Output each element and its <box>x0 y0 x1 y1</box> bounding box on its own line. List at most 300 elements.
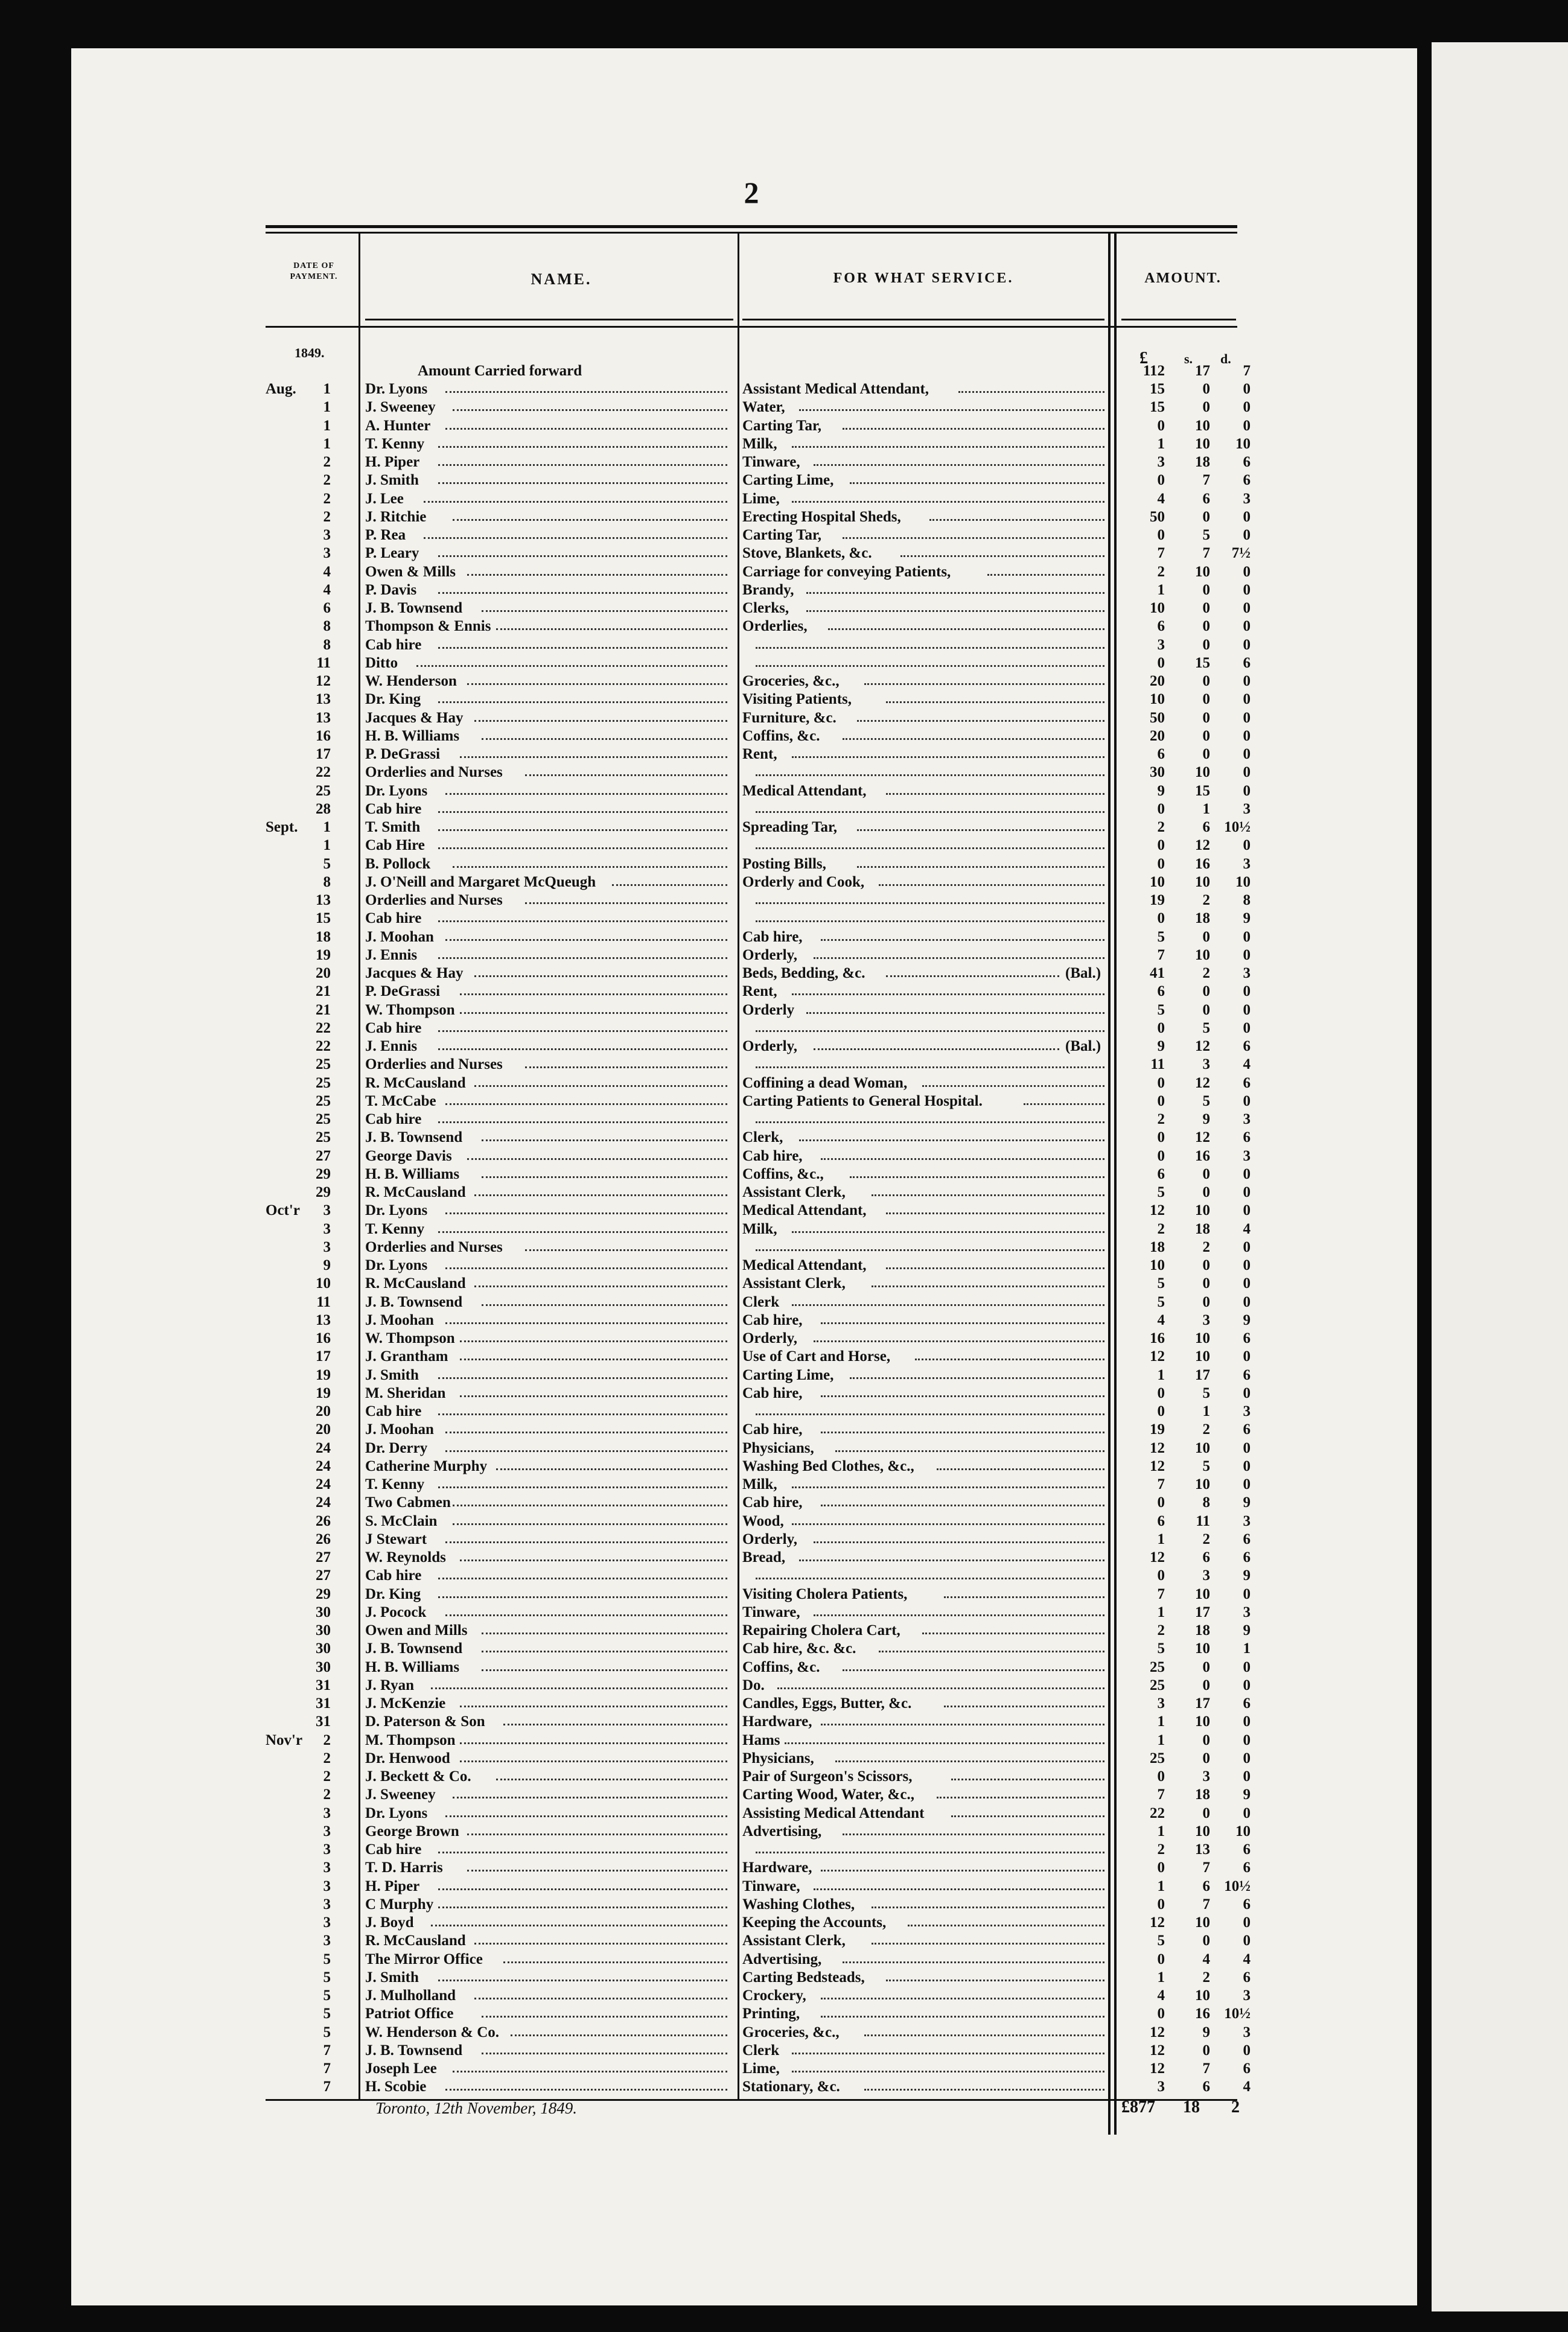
name-leader-dots <box>438 1229 727 1233</box>
table-row <box>0 836 1568 855</box>
pounds-cell: 19 <box>1150 1421 1165 1438</box>
service-leader-dots <box>756 645 1104 649</box>
pounds-cell: 6 <box>1157 1512 1165 1529</box>
service-cell: Printing, <box>742 2005 800 2022</box>
shillings-cell: 5 <box>1202 527 1210 543</box>
pounds-cell: 1 <box>1157 435 1165 452</box>
name-leader-dots <box>438 462 727 466</box>
table-row <box>0 928 1568 946</box>
name-leader-dots <box>445 1210 727 1214</box>
service-leader-dots <box>879 882 1104 886</box>
pence-cell: 0 <box>1243 1658 1251 1675</box>
pounds-cell: 25 <box>1150 1750 1165 1767</box>
day-cell: 24 <box>316 1494 331 1511</box>
service-cell: Furniture, &c. <box>742 709 837 726</box>
service-cell: Assistant Clerk, <box>742 1932 846 1949</box>
pence-cell: 3 <box>1243 965 1251 981</box>
pence-cell: 3 <box>1243 800 1251 817</box>
service-leader-dots <box>864 2032 1104 2036</box>
name-cell: T. D. Harris <box>365 1859 443 1876</box>
pence-cell: 0 <box>1243 1677 1251 1693</box>
shillings-cell: 7 <box>1202 2060 1210 2077</box>
name-leader-dots <box>438 553 727 557</box>
name-cell: T. Kenny <box>365 1220 425 1237</box>
service-leader-dots <box>843 1667 1104 1671</box>
name-leader-dots <box>445 2086 727 2091</box>
shillings-cell: 2 <box>1202 1531 1210 1547</box>
table-row <box>0 1786 1568 1804</box>
place-date-line: Toronto, 12th November, 1849. <box>375 2099 578 2117</box>
service-cell: Tinware, <box>742 1604 800 1620</box>
name-cell: J. Pocock <box>365 1604 427 1620</box>
name-leader-dots <box>424 535 727 539</box>
day-cell: 5 <box>323 2005 331 2022</box>
name-cell: P. Rea <box>365 527 406 543</box>
service-leader-dots <box>756 1247 1104 1251</box>
service-leader-dots <box>922 1630 1104 1634</box>
name-cell: Jacques & Hay <box>365 709 464 726</box>
name-cell: Cab hire <box>365 1567 422 1584</box>
service-cell: Carting Tar, <box>742 527 822 543</box>
name-cell: Cab hire <box>365 636 422 653</box>
day-cell: 7 <box>323 2079 331 2095</box>
table-row <box>0 1220 1568 1238</box>
shillings-symbol: s. <box>1184 351 1193 366</box>
day-cell: 3 <box>323 1220 331 1237</box>
pounds-cell: 4 <box>1157 490 1165 507</box>
table-row <box>0 1129 1568 1147</box>
service-cell: Carting Wood, Water, &c., <box>742 1786 914 1803</box>
name-cell: W. Reynolds <box>365 1549 446 1566</box>
name-cell: Dr. Derry <box>365 1439 428 1456</box>
month-cell: Nov'r <box>266 1731 303 1748</box>
pounds-cell: 1 <box>1157 1731 1165 1748</box>
name-leader-dots <box>438 1594 727 1598</box>
service-cell: Physicians, <box>742 1750 814 1767</box>
table-row <box>0 1878 1568 1896</box>
day-cell: 1 <box>323 417 331 434</box>
table-row <box>0 380 1568 398</box>
name-cell: P. Leary <box>365 545 419 562</box>
shillings-cell: 10 <box>1195 435 1210 452</box>
name-leader-dots <box>445 1612 727 1616</box>
service-leader-dots <box>756 1119 1104 1123</box>
service-cell: Coffins, &c. <box>742 1658 820 1675</box>
pence-cell: 0 <box>1243 1731 1251 1748</box>
name-cell: Ditto <box>365 654 398 671</box>
service-cell: Medical Attendant, <box>742 1257 867 1273</box>
name-leader-dots <box>445 1101 727 1105</box>
pence-cell: 0 <box>1243 399 1251 416</box>
shillings-cell: 0 <box>1202 1293 1210 1310</box>
shillings-cell: 17 <box>1195 1695 1210 1712</box>
day-cell: 18 <box>316 928 331 945</box>
pounds-cell: 0 <box>1157 472 1165 489</box>
day-cell: 5 <box>323 1987 331 2004</box>
shillings-cell: 17 <box>1195 1604 1210 1620</box>
pence-cell: 0 <box>1243 1750 1251 1767</box>
pounds-cell: 6 <box>1157 618 1165 635</box>
day-cell: 16 <box>316 727 331 744</box>
name-leader-dots <box>467 1831 727 1835</box>
table-row <box>0 1823 1568 1841</box>
service-leader-dots <box>821 1393 1104 1397</box>
name-cell: W. Thompson <box>365 1001 455 1018</box>
pounds-cell: 12 <box>1150 2060 1165 2077</box>
day-cell: 20 <box>316 965 331 981</box>
service-cell: Stationary, &c. <box>742 2079 840 2095</box>
name-leader-dots <box>460 1703 727 1707</box>
shillings-cell: 18 <box>1195 910 1210 927</box>
name-leader-dots <box>438 1484 727 1488</box>
table-row <box>0 599 1568 617</box>
service-cell: Wood, <box>742 1512 784 1529</box>
name-leader-dots <box>482 2050 727 2054</box>
name-leader-dots <box>474 1995 727 1999</box>
table-row <box>0 1622 1568 1640</box>
pence-cell: 0 <box>1243 782 1251 799</box>
name-cell: T. McCabe <box>365 1092 436 1109</box>
name-cell: George Davis <box>365 1147 452 1164</box>
service-cell: Clerks, <box>742 600 789 616</box>
name-leader-dots <box>467 1156 727 1160</box>
name-cell: P. DeGrassi <box>365 746 441 762</box>
top-double-rule-1 <box>266 225 1237 228</box>
service-leader-dots <box>843 535 1104 539</box>
pounds-cell: 5 <box>1157 1001 1165 1018</box>
shillings-cell: 0 <box>1202 636 1210 653</box>
day-cell: 13 <box>316 1311 331 1328</box>
shillings-cell: 7 <box>1202 1896 1210 1913</box>
day-cell: 31 <box>316 1695 331 1712</box>
service-leader-dots <box>756 1575 1104 1579</box>
service-column-header: FOR WHAT SERVICE. <box>833 270 1014 286</box>
note-cell: (Bal.) <box>1065 1038 1101 1054</box>
day-cell: 24 <box>316 1476 331 1493</box>
header-bottom-rule <box>266 326 1237 328</box>
name-leader-dots <box>438 918 727 922</box>
name-leader-dots <box>612 882 727 886</box>
service-leader-dots <box>792 1484 1104 1488</box>
pounds-cell: 12 <box>1150 1348 1165 1365</box>
service-cell: Assistant Clerk, <box>742 1184 846 1200</box>
pounds-cell: 0 <box>1157 1129 1165 1146</box>
table-row <box>0 617 1568 636</box>
pence-cell: 3 <box>1243 1403 1251 1419</box>
shillings-cell: 1 <box>1202 1403 1210 1419</box>
pence-cell: 0 <box>1243 508 1251 525</box>
shillings-cell: 0 <box>1202 1805 1210 1821</box>
table-row <box>0 964 1568 983</box>
pounds-cell: 7 <box>1157 1476 1165 1493</box>
shillings-cell: 0 <box>1202 1932 1210 1949</box>
pence-cell: 6 <box>1243 1969 1251 1986</box>
service-leader-dots <box>821 1721 1104 1725</box>
table-row <box>0 1549 1568 1567</box>
pounds-cell: 12 <box>1150 1202 1165 1219</box>
service-leader-dots <box>929 517 1104 521</box>
amount-header-underline <box>1121 319 1236 320</box>
name-leader-dots <box>474 718 727 722</box>
name-cell: H. Scobie <box>365 2079 427 2095</box>
table-row <box>0 398 1568 416</box>
table-row <box>0 1348 1568 1366</box>
name-cell: Dr. Lyons <box>365 1805 428 1821</box>
name-leader-dots <box>453 1502 727 1506</box>
pence-cell: 4 <box>1243 1951 1251 1967</box>
shillings-cell: 16 <box>1195 855 1210 872</box>
pounds-cell: 15 <box>1150 399 1165 416</box>
service-cell: Tinware, <box>742 454 800 470</box>
pounds-cell: 2 <box>1157 1111 1165 1127</box>
name-leader-dots <box>438 480 727 484</box>
name-cell: Orderlies and Nurses <box>365 892 503 908</box>
service-leader-dots <box>835 1448 1104 1452</box>
day-cell: 25 <box>316 1074 331 1091</box>
shillings-cell: 5 <box>1202 1458 1210 1474</box>
name-leader-dots <box>453 407 727 411</box>
service-cell: Cab hire, <box>742 928 803 945</box>
service-cell: Cab hire, <box>742 1147 803 1164</box>
name-leader-dots <box>438 590 727 594</box>
name-cell: T. Smith <box>365 819 421 835</box>
service-leader-dots <box>872 1940 1104 1945</box>
service-leader-dots <box>792 2050 1104 2054</box>
pounds-cell: 25 <box>1150 1658 1165 1675</box>
day-cell: 8 <box>323 618 331 635</box>
service-leader-dots <box>915 1356 1104 1360</box>
service-leader-dots <box>864 2086 1104 2091</box>
name-leader-dots <box>438 1849 727 1853</box>
service-leader-dots <box>872 1904 1104 1908</box>
pounds-cell: 20 <box>1150 673 1165 689</box>
carried-forward-pence: 7 <box>1243 363 1251 379</box>
name-leader-dots <box>496 626 727 630</box>
shillings-cell: 10 <box>1195 417 1210 434</box>
shillings-cell: 10 <box>1195 1640 1210 1657</box>
pounds-cell: 3 <box>1157 636 1165 653</box>
pounds-cell: 7 <box>1157 946 1165 963</box>
name-cell: Cab hire <box>365 1403 422 1419</box>
day-cell: 13 <box>316 709 331 726</box>
shillings-cell: 0 <box>1202 1731 1210 1748</box>
day-cell: 7 <box>323 2042 331 2059</box>
day-cell: 2 <box>323 472 331 489</box>
service-cell: Use of Cart and Horse, <box>742 1348 891 1365</box>
pence-cell: 3 <box>1243 2024 1251 2041</box>
table-row <box>0 1677 1568 1695</box>
name-cell: J. McKenzie <box>365 1695 446 1712</box>
pounds-symbol: £ <box>1139 349 1148 368</box>
name-cell: Dr. Lyons <box>365 782 428 799</box>
pounds-cell: 6 <box>1157 1165 1165 1182</box>
service-cell: Coffins, &c. <box>742 727 820 744</box>
pence-cell: 0 <box>1243 1476 1251 1493</box>
shillings-cell: 0 <box>1202 1165 1210 1182</box>
service-cell: Repairing Cholera Cart, <box>742 1622 900 1639</box>
pence-symbol: d. <box>1220 351 1231 366</box>
table-row <box>0 1092 1568 1110</box>
shillings-cell: 3 <box>1202 1311 1210 1328</box>
pounds-cell: 1 <box>1157 581 1165 598</box>
name-cell: J. O'Neill and Margaret McQueugh <box>365 873 596 890</box>
name-cell: J. Ritchie <box>365 508 427 525</box>
service-leader-dots <box>792 1521 1104 1525</box>
table-row <box>0 1531 1568 1549</box>
pence-cell: 9 <box>1243 1567 1251 1584</box>
table-row <box>0 1366 1568 1384</box>
service-cell: Assistant Clerk, <box>742 1275 846 1292</box>
shillings-cell: 8 <box>1202 1494 1210 1511</box>
table-row <box>0 818 1568 836</box>
table-row <box>0 435 1568 453</box>
name-cell: A. Hunter <box>365 417 431 434</box>
carried-forward-shillings: 17 <box>1195 363 1210 379</box>
day-cell: 4 <box>323 563 331 580</box>
table-row <box>0 891 1568 910</box>
name-cell: Dr. Lyons <box>365 1202 428 1219</box>
table-row <box>0 1184 1568 1202</box>
service-leader-dots <box>821 2013 1104 2018</box>
day-cell: 21 <box>316 983 331 1000</box>
day-cell: 19 <box>316 946 331 963</box>
shillings-cell: 0 <box>1202 1677 1210 1693</box>
service-leader-dots <box>756 900 1104 904</box>
service-leader-dots <box>792 499 1104 503</box>
amount-column-header: AMOUNT. <box>1144 270 1222 286</box>
pence-cell: 0 <box>1243 1805 1251 1821</box>
name-cell: Dr. King <box>365 1585 421 1602</box>
name-cell: H. Piper <box>365 1878 420 1894</box>
pence-cell: 0 <box>1243 527 1251 543</box>
name-leader-dots <box>482 1174 727 1178</box>
service-leader-dots <box>843 1959 1104 1963</box>
service-leader-dots <box>792 991 1104 995</box>
shillings-cell: 0 <box>1202 1750 1210 1767</box>
name-cell: J. B. Townsend <box>365 1293 463 1310</box>
name-leader-dots <box>438 1575 727 1579</box>
day-cell: 3 <box>323 1878 331 1894</box>
table-row <box>0 1275 1568 1293</box>
pence-cell: 0 <box>1243 618 1251 635</box>
service-cell: Assisting Medical Attendant <box>742 1805 925 1821</box>
pence-cell: 6 <box>1243 1366 1251 1383</box>
shillings-cell: 0 <box>1202 1257 1210 1273</box>
name-leader-dots <box>438 645 727 649</box>
shillings-cell: 11 <box>1196 1512 1210 1529</box>
name-cell: Jacques & Hay <box>365 965 464 981</box>
name-cell: Two Cabmen <box>365 1494 451 1511</box>
table-row <box>0 2005 1568 2023</box>
name-cell: Orderlies and Nurses <box>365 764 503 781</box>
month-cell: Oct'r <box>266 1202 300 1219</box>
name-leader-dots <box>445 1813 727 1817</box>
name-leader-dots <box>460 1393 727 1397</box>
day-cell: 2 <box>323 1731 331 1748</box>
shillings-cell: 10 <box>1195 1823 1210 1840</box>
service-cell: Washing Clothes, <box>742 1896 855 1913</box>
day-cell: 3 <box>323 1202 331 1219</box>
pence-cell: 0 <box>1243 1458 1251 1474</box>
service-cell: Clerk <box>742 1293 780 1310</box>
service-cell: Coffins, &c., <box>742 1165 824 1182</box>
name-leader-dots <box>460 1010 727 1014</box>
pence-cell: 10½ <box>1224 1878 1251 1894</box>
pence-cell: 0 <box>1243 764 1251 781</box>
shillings-cell: 9 <box>1202 1111 1210 1127</box>
pounds-cell: 12 <box>1150 2042 1165 2059</box>
service-leader-dots <box>814 1338 1104 1342</box>
service-leader-dots <box>814 1046 1059 1050</box>
name-leader-dots <box>460 1356 727 1360</box>
shillings-cell: 0 <box>1202 1001 1210 1018</box>
table-row <box>0 544 1568 562</box>
pounds-cell: 0 <box>1157 1768 1165 1785</box>
table-row <box>0 1330 1568 1348</box>
shillings-cell: 10 <box>1195 1476 1210 1493</box>
name-cell: J. Ennis <box>365 946 418 963</box>
table-row <box>0 1951 1568 1969</box>
shillings-cell: 18 <box>1195 454 1210 470</box>
name-leader-dots <box>525 772 727 776</box>
service-leader-dots <box>850 1174 1104 1178</box>
pence-cell: 9 <box>1243 1494 1251 1511</box>
service-cell: Orderlies, <box>742 618 808 635</box>
name-leader-dots <box>474 1940 727 1945</box>
service-leader-dots <box>864 681 1104 685</box>
name-leader-dots <box>482 1667 727 1671</box>
service-leader-dots <box>799 1557 1104 1561</box>
name-leader-dots <box>525 1247 727 1251</box>
shillings-cell: 10 <box>1195 1585 1210 1602</box>
pence-cell: 0 <box>1243 1202 1251 1219</box>
pounds-cell: 10 <box>1150 873 1165 890</box>
service-leader-dots <box>900 553 1104 557</box>
day-cell: 6 <box>323 600 331 616</box>
pence-cell: 0 <box>1243 727 1251 744</box>
day-cell: 3 <box>323 1823 331 1840</box>
pence-cell: 0 <box>1243 600 1251 616</box>
name-cell: P. Davis <box>365 581 417 598</box>
service-leader-dots <box>756 918 1104 922</box>
service-cell: Carriage for conveying Patients, <box>742 563 951 580</box>
shillings-cell: 0 <box>1202 983 1210 1000</box>
shillings-cell: 6 <box>1202 819 1210 835</box>
table-row <box>0 2078 1568 2096</box>
pence-cell: 6 <box>1243 1074 1251 1091</box>
table-row <box>0 1932 1568 1950</box>
name-leader-dots <box>445 1320 727 1324</box>
name-header-underline <box>365 319 733 320</box>
pounds-cell: 1 <box>1157 1604 1165 1620</box>
service-cell: Cab hire, <box>742 1384 803 1401</box>
shillings-cell: 0 <box>1202 618 1210 635</box>
pounds-cell: 0 <box>1157 1896 1165 1913</box>
service-cell: Milk, <box>742 435 777 452</box>
day-cell: 30 <box>316 1604 331 1620</box>
shillings-cell: 0 <box>1202 581 1210 598</box>
table-row <box>0 745 1568 763</box>
service-cell: Hams <box>742 1731 780 1748</box>
service-leader-dots <box>756 663 1104 667</box>
total-shillings: 18 <box>1183 2098 1200 2117</box>
shillings-cell: 10 <box>1195 1713 1210 1730</box>
name-cell: Orderlies and Nurses <box>365 1056 503 1073</box>
service-leader-dots <box>886 1977 1104 1981</box>
day-cell: 27 <box>316 1567 331 1584</box>
day-cell: 10 <box>316 1275 331 1292</box>
page-number: 2 <box>744 176 759 209</box>
